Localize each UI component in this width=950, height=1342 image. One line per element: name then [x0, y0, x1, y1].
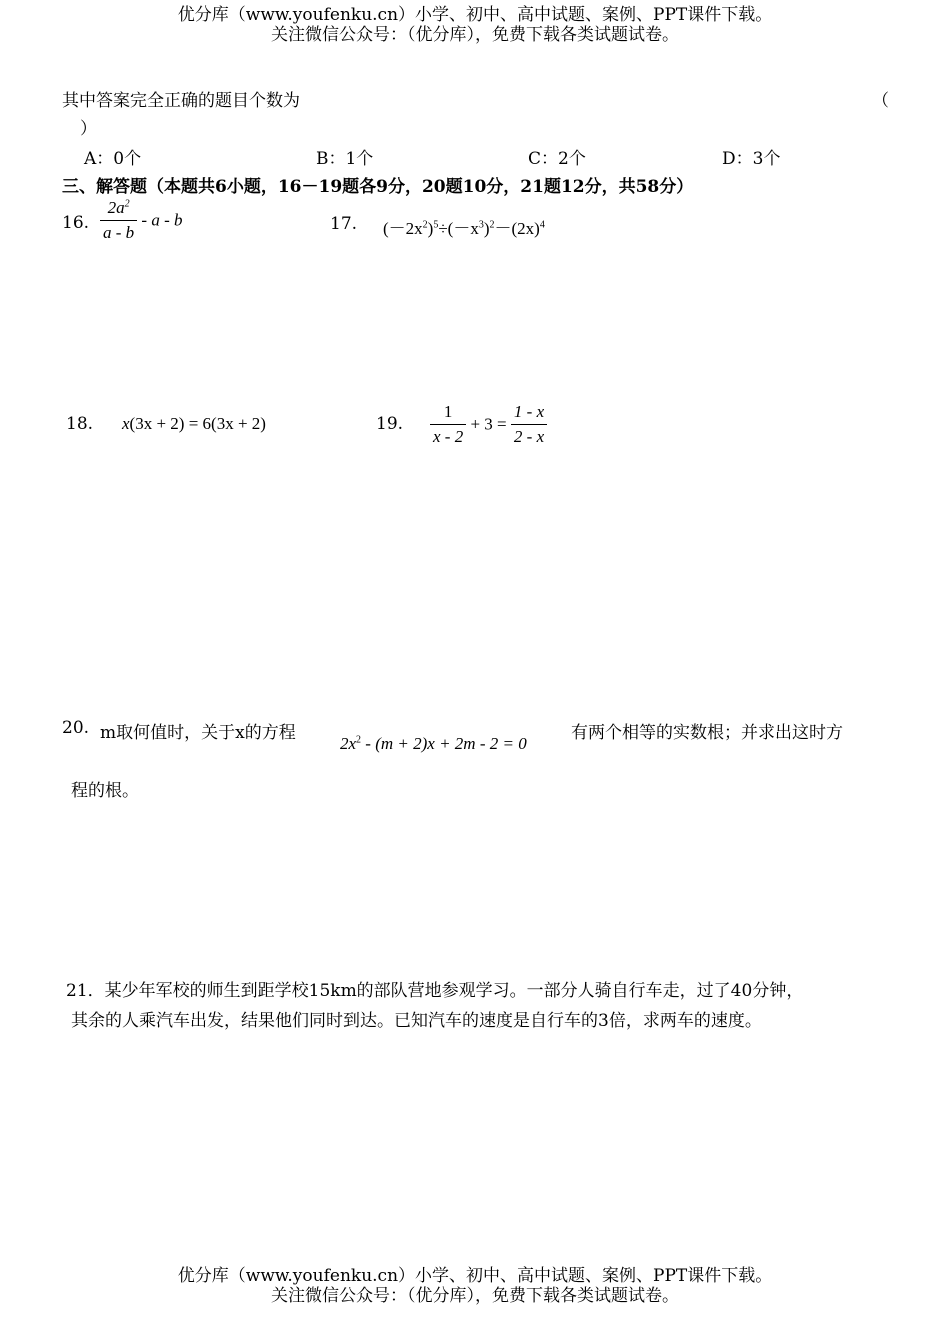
page-header-line2: 关注微信公众号：（优分库），免费下载各类试题试卷。	[271, 25, 679, 45]
q16-numerator: 2a	[107, 198, 125, 217]
q16-rest: - a - b	[141, 210, 183, 230]
q21-line2: 其余的人乘汽车出发，结果他们同时到达。已知汽车的速度是自行车的3倍，求两车的速度。	[71, 1011, 762, 1031]
q16-denominator: a - b	[103, 223, 135, 242]
q17-expression: $(-2x^2)^5\div(-x^3)^2-(2x)^4$	[383, 219, 545, 238]
option-b: B：1个	[316, 149, 374, 169]
option-d: D：3个	[722, 149, 781, 169]
page-footer-line2: 关注微信公众号：（优分库），免费下载各类试题试卷。	[271, 1286, 679, 1306]
section-heading: 三、解答题（本题共6小题，16－19题各9分，20题10分，21题12分，共58分）	[62, 177, 694, 197]
q21-line1: 21．某少年军校的师生到距学校15km的部队营地参观学习。一部分人骑自行车走，过了40分钟，	[66, 981, 804, 1001]
question-tail-text: 其中答案完全正确的题目个数为	[62, 91, 300, 111]
q18-equation: x(3x + 2) = 6(3x + 2)	[122, 414, 266, 433]
page-footer-line1: 优分库（www.youfenku.cn）小学、初中、高中试题、案例、PPT课件下载。	[177, 1266, 773, 1286]
q16-fraction	[100, 198, 137, 243]
q16-label: 16.	[62, 213, 90, 233]
q20-equation: $2x^2 - (m + 2)x + 2m - 2 = 0$	[340, 734, 527, 753]
q20-text-after: 有两个相等的实数根；并求出这时方	[571, 723, 843, 743]
q18-label: 18.	[66, 414, 94, 434]
q19-fraction-right: $\frac{1 - x}{2 - x}$	[511, 402, 547, 447]
q16-numerator-exp: 2	[124, 198, 130, 210]
q19-label: 19.	[376, 414, 404, 434]
q20-label: 20.	[62, 718, 90, 738]
q17-label: 17.	[330, 214, 358, 234]
q19-equation: $\frac{1}{x - 2}$ + 3 = $\frac{1 - x}{2 - x}$	[430, 402, 547, 447]
q19-fraction-left: $\frac{1}{x - 2}$	[430, 402, 466, 447]
q20-text-before: m取何值时，关于x的方程	[100, 723, 296, 743]
answer-paren-open: （	[872, 91, 889, 111]
answer-paren-close: ）	[80, 119, 97, 139]
q16-expression	[100, 198, 183, 243]
option-c: C：2个	[528, 149, 586, 169]
q20-line2: 程的根。	[71, 781, 139, 801]
page-header-line1: 优分库（www.youfenku.cn）小学、初中、高中试题、案例、PPT课件下载。	[177, 5, 773, 25]
option-a: A：0个	[84, 149, 142, 169]
